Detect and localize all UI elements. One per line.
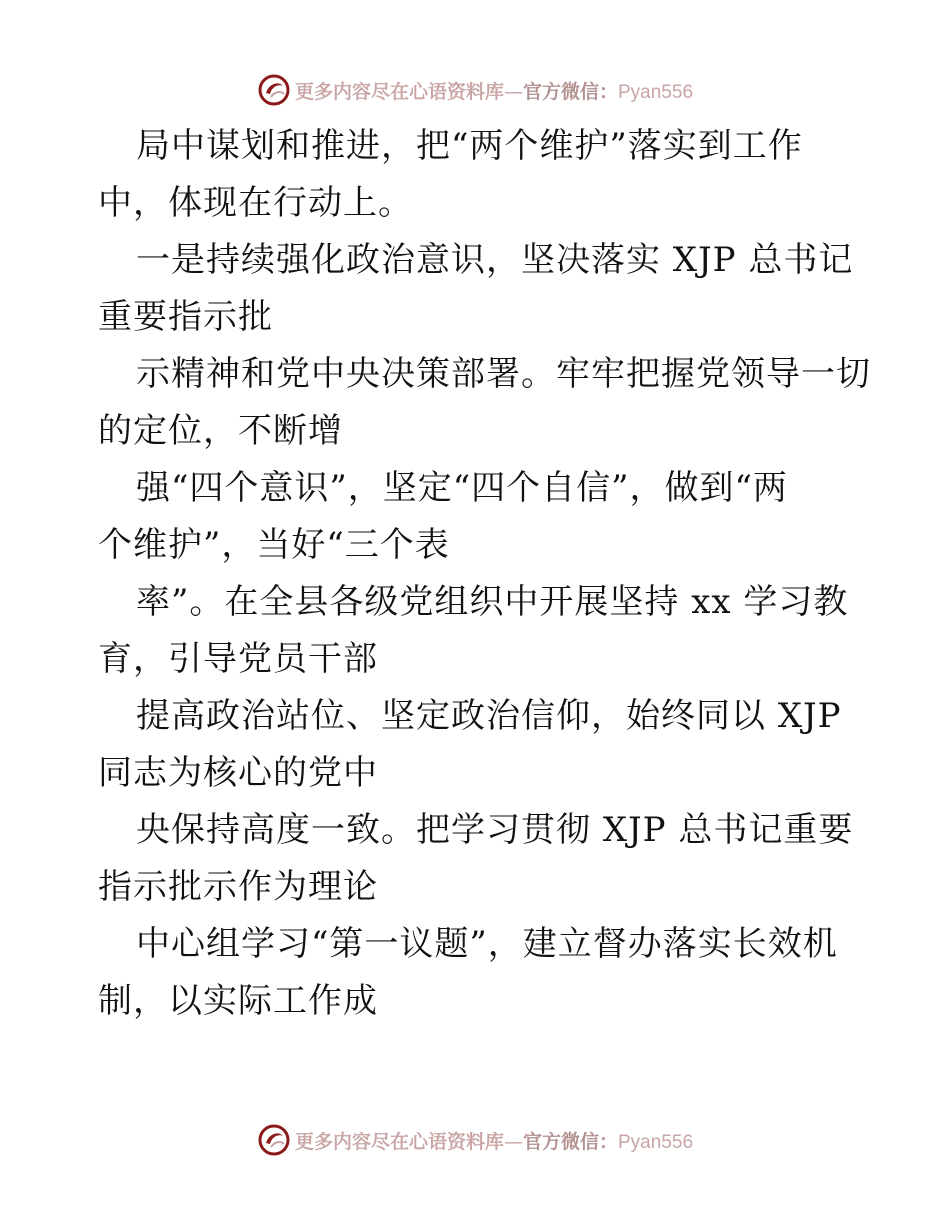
body-line: 示精神和党中央决策部署。牢牢把握党领导一切 [136, 354, 871, 394]
document-body [98, 118, 871, 1030]
body-line: 局中谋划和推进，把“两个维护”落实到工作 [136, 126, 803, 166]
footer-banner [0, 1120, 950, 1160]
body-line: 指示批示作为理论 [98, 867, 378, 907]
body-line: 一是持续强化政治意识，坚决落实 XJP 总书记 [136, 240, 854, 280]
body-line: 同志为核心的党中 [98, 753, 378, 793]
banner-text: 更多内容尽在心语资料库—官方微信：Pyan556 [294, 1130, 694, 1153]
body-line: 央保持高度一致。把学习贯彻 XJP 总书记重要 [136, 810, 854, 850]
swirl-logo-icon [257, 73, 291, 107]
body-line: 率”。在全县各级党组织中开展坚持 xx 学习教 [136, 582, 849, 622]
body-line: 个维护”，当好“三个表 [98, 525, 450, 565]
body-line: 重要指示批 [98, 297, 273, 337]
body-line: 强“四个意识”，坚定“四个自信”，做到“两 [136, 468, 788, 508]
body-line: 中，体现在行动上。 [98, 183, 413, 223]
header-banner [0, 70, 950, 110]
body-line: 育，引导党员干部 [98, 639, 378, 679]
body-line: 的定位，不断增 [98, 411, 343, 451]
body-line: 中心组学习“第一议题”，建立督办落实长效机 [136, 924, 838, 964]
banner-text: 更多内容尽在心语资料库—官方微信：Pyan556 [294, 80, 694, 103]
swirl-logo-icon [257, 1123, 291, 1157]
body-line: 制，以实际工作成 [98, 981, 378, 1021]
body-line: 提高政治站位、坚定政治信仰，始终同以 XJP [136, 696, 842, 736]
